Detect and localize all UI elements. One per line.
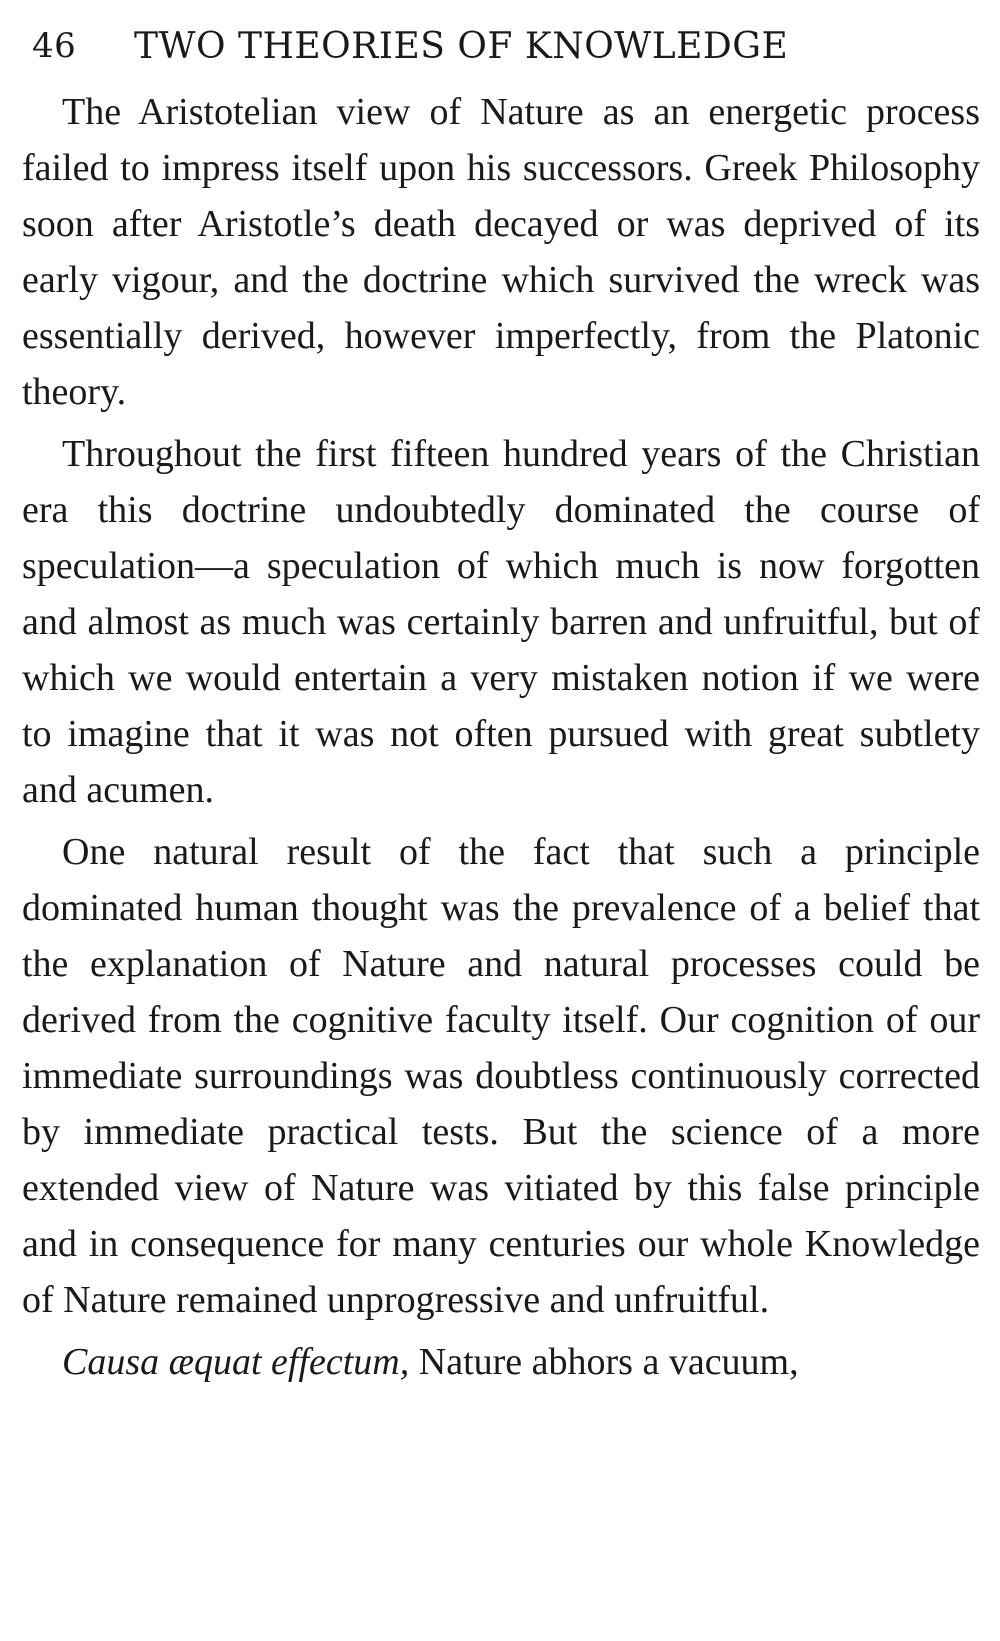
book-page [22, 18, 980, 1628]
body-text [22, 84, 980, 1390]
paragraph-2: Throughout the first fifteen hundred years of the Christian era this doctrine undoubtedly dominated the course of speculation—a speculation of which much is now forgotten and almost as much was certainly barren and unfruitful, but of which we would entertain a very mistaken notion if we were to imagine that it was not often pursued with great subtlety and acumen. [22, 433, 980, 811]
paragraph-3: One natural result of the fact that such a principle dominated human thought was the prevalence of a belief that the explanation of Nature and natural processes could be derived from the cognitive faculty itself. Our cognition of our immediate surroundings was doubtless continuously corrected by immediate practical tests. But the science of a more extended view of Nature was vitiated by this false principle and in consequence for many centuries our whole Knowledge of Nature remained unprogressive and unfruitful. [22, 831, 980, 1321]
running-title: TWO THEORIES OF KNOWLEDGE [134, 26, 789, 67]
paragraph-1: The Aristotelian view of Nature as an energetic process failed to impress itself upon his successors. Greek Philosophy soon after Aristotle’s death decayed or was deprived of its early vigour, and the doctrine which survived the wreck was essentially derived, however imperfectly, from the Platonic theory. [22, 91, 980, 413]
paragraph-4 [22, 1334, 980, 1390]
running-head [22, 18, 980, 84]
paragraph-4-text: Nature abhors a vacuum, [409, 1341, 799, 1383]
latin-phrase: Causa æquat effectum, [62, 1341, 410, 1383]
page-number: 46 [32, 26, 77, 66]
